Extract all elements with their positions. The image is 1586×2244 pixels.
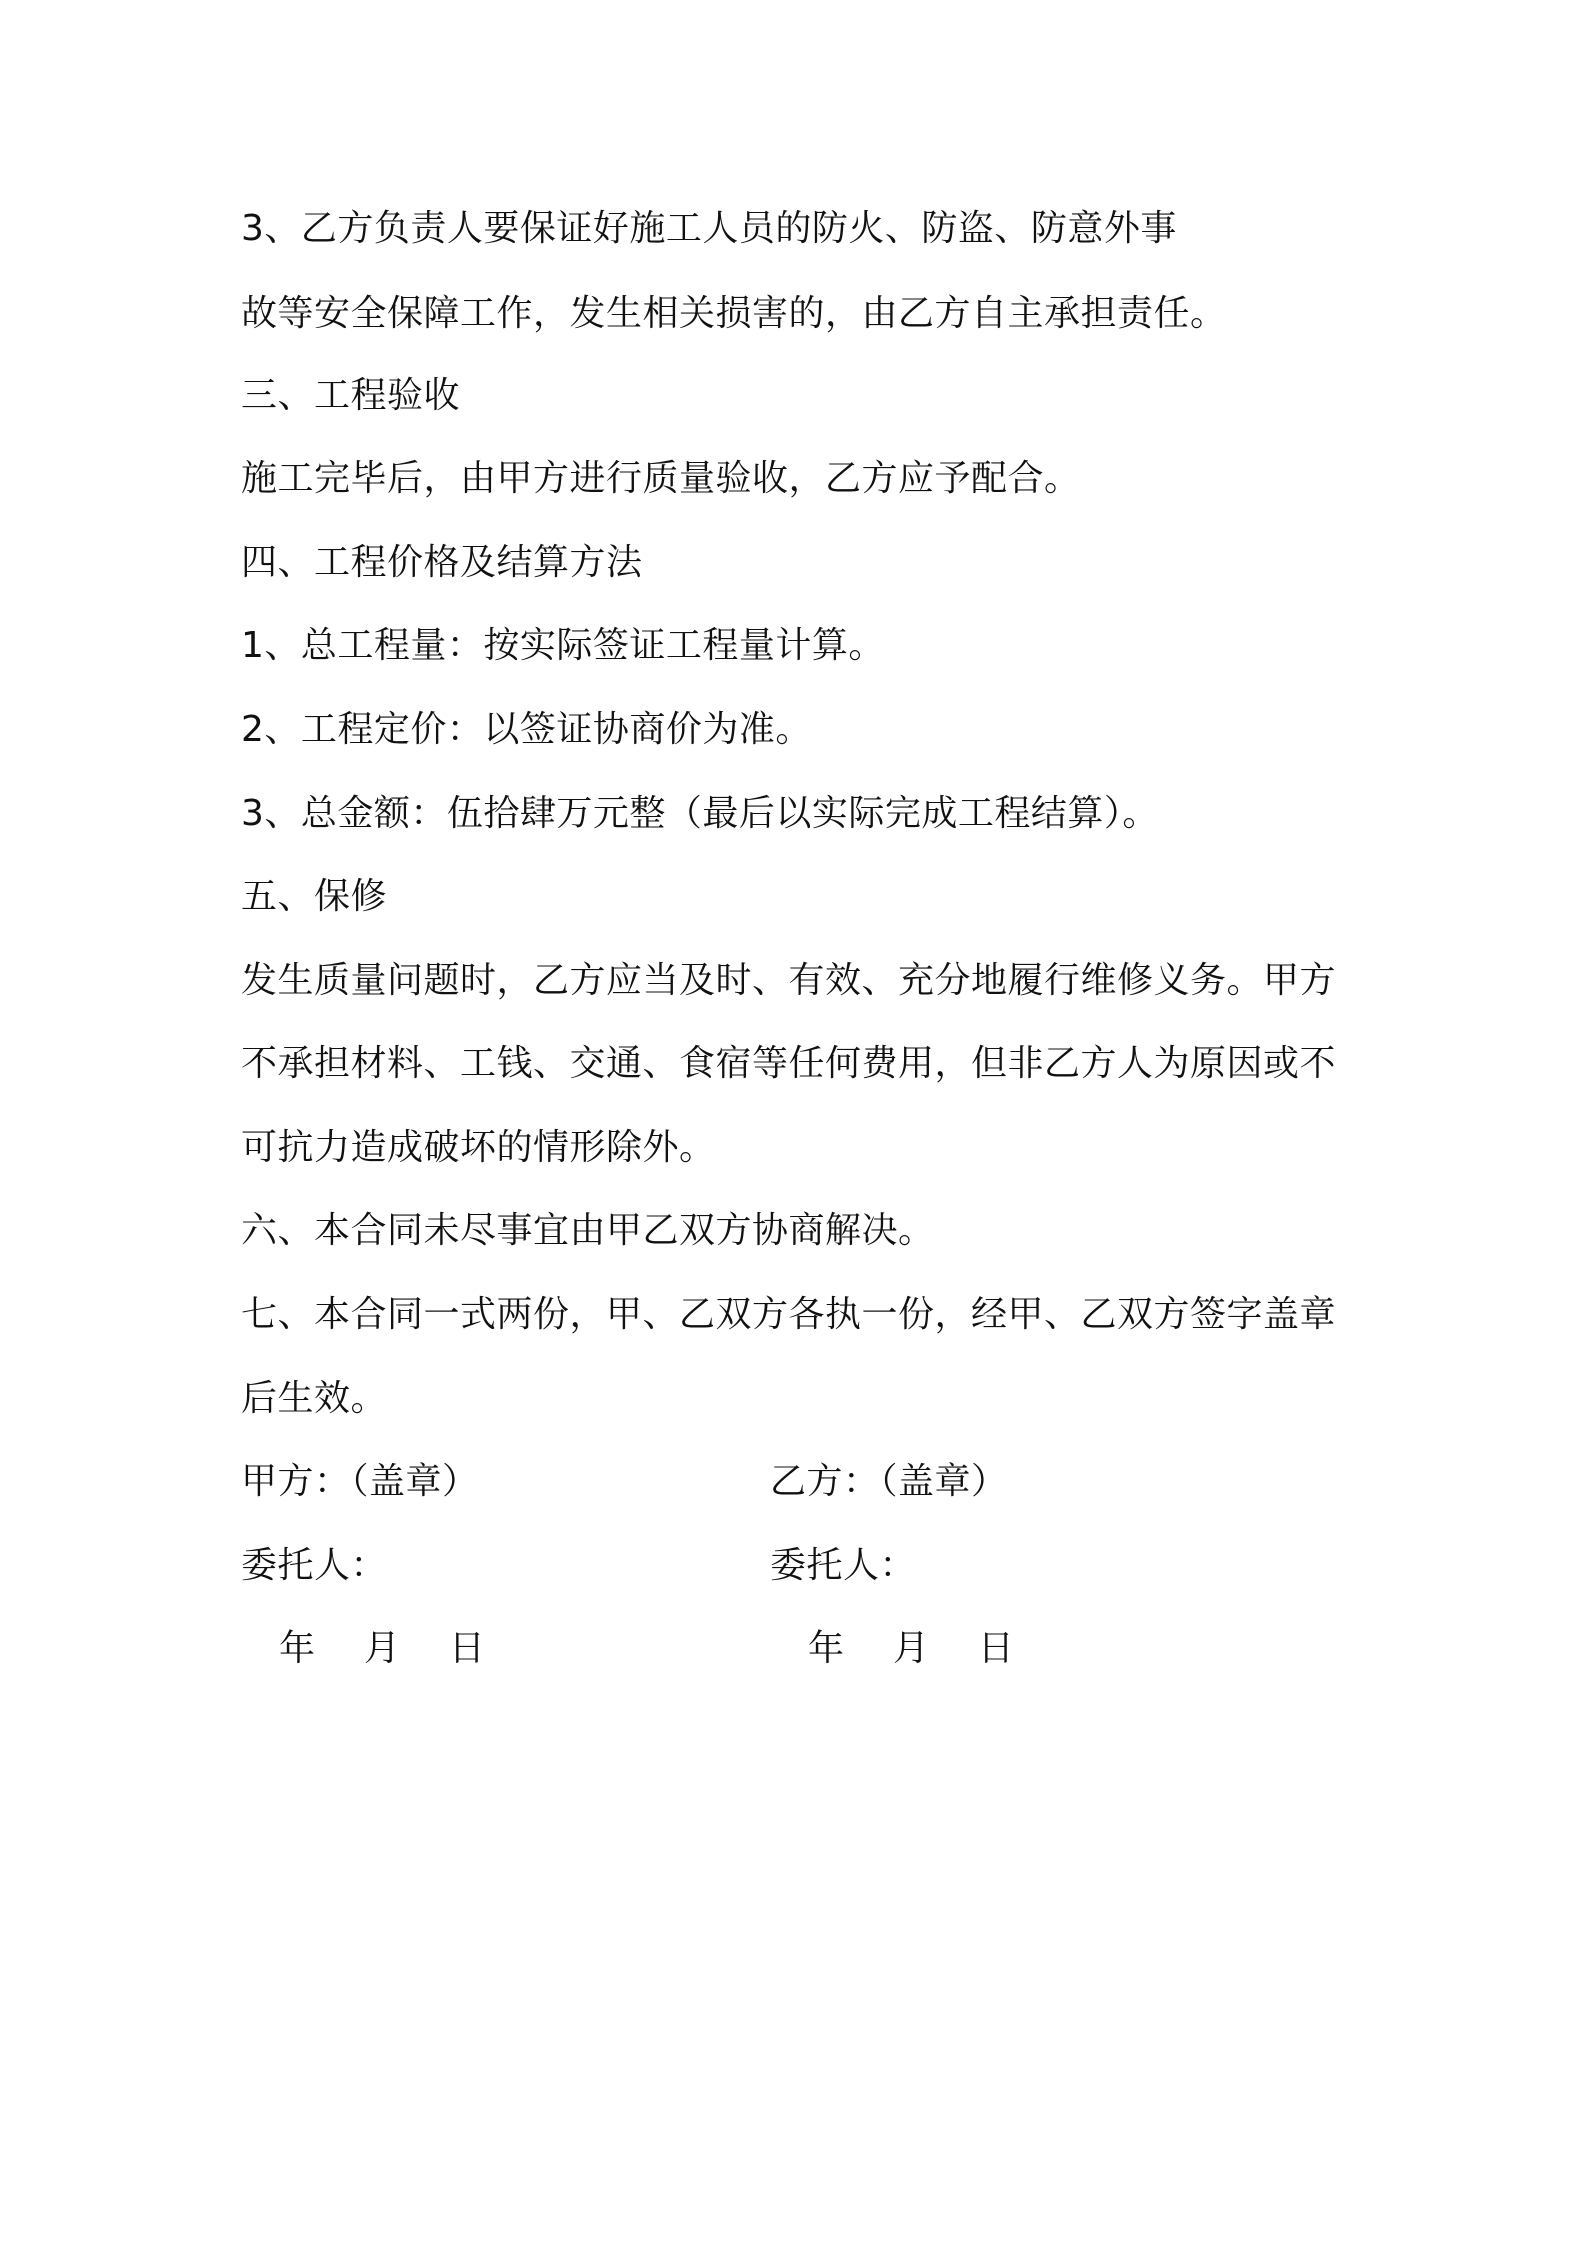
- clause-3-safety-line-1: 3、乙方负责人要保证好施工人员的防火、防盗、防意外事: [241, 208, 1177, 249]
- party-b-date: 年 月 日: [808, 1628, 1015, 1669]
- section-heading-acceptance: 三、工程验收: [241, 375, 461, 416]
- party-b-seal-label: 乙方：（盖章）: [770, 1461, 1008, 1502]
- warranty-paragraph-line-2: 不承担材料、工钱、交通、食宿等任何费用，但非乙方人为原因或不: [241, 1043, 1337, 1084]
- pricing-item-2: 2、工程定价：以签证协商价为准。: [241, 709, 812, 750]
- party-b-agent-label: 委托人：: [770, 1545, 917, 1586]
- clause-3-safety-line-2: 故等安全保障工作，发生相关损害的，由乙方自主承担责任。: [241, 293, 1227, 334]
- clause-seven-line-1: 七、本合同一式两份，甲、乙双方各执一份，经甲、乙双方签字盖章: [241, 1294, 1337, 1335]
- clause-seven-line-2: 后生效。: [241, 1378, 388, 1419]
- party-a-agent-label: 委托人：: [241, 1545, 388, 1586]
- pricing-item-1: 1、总工程量：按实际签证工程量计算。: [241, 625, 885, 666]
- party-a-date: 年 月 日: [279, 1628, 486, 1669]
- warranty-paragraph-line-1: 发生质量问题时，乙方应当及时、有效、充分地履行维修义务。甲方: [241, 960, 1337, 1001]
- clause-six: 六、本合同未尽事宜由甲乙双方协商解决。: [241, 1210, 935, 1251]
- acceptance-paragraph: 施工完毕后，由甲方进行质量验收，乙方应予配合。: [241, 458, 1081, 499]
- section-heading-warranty: 五、保修: [241, 876, 388, 917]
- party-a-seal-label: 甲方：（盖章）: [241, 1461, 479, 1502]
- section-heading-pricing: 四、工程价格及结算方法: [241, 542, 643, 583]
- pricing-item-3: 3、总金额：伍拾肆万元整（最后以实际完成工程结算）。: [241, 793, 1159, 834]
- warranty-paragraph-line-3: 可抗力造成破坏的情形除外。: [241, 1127, 716, 1168]
